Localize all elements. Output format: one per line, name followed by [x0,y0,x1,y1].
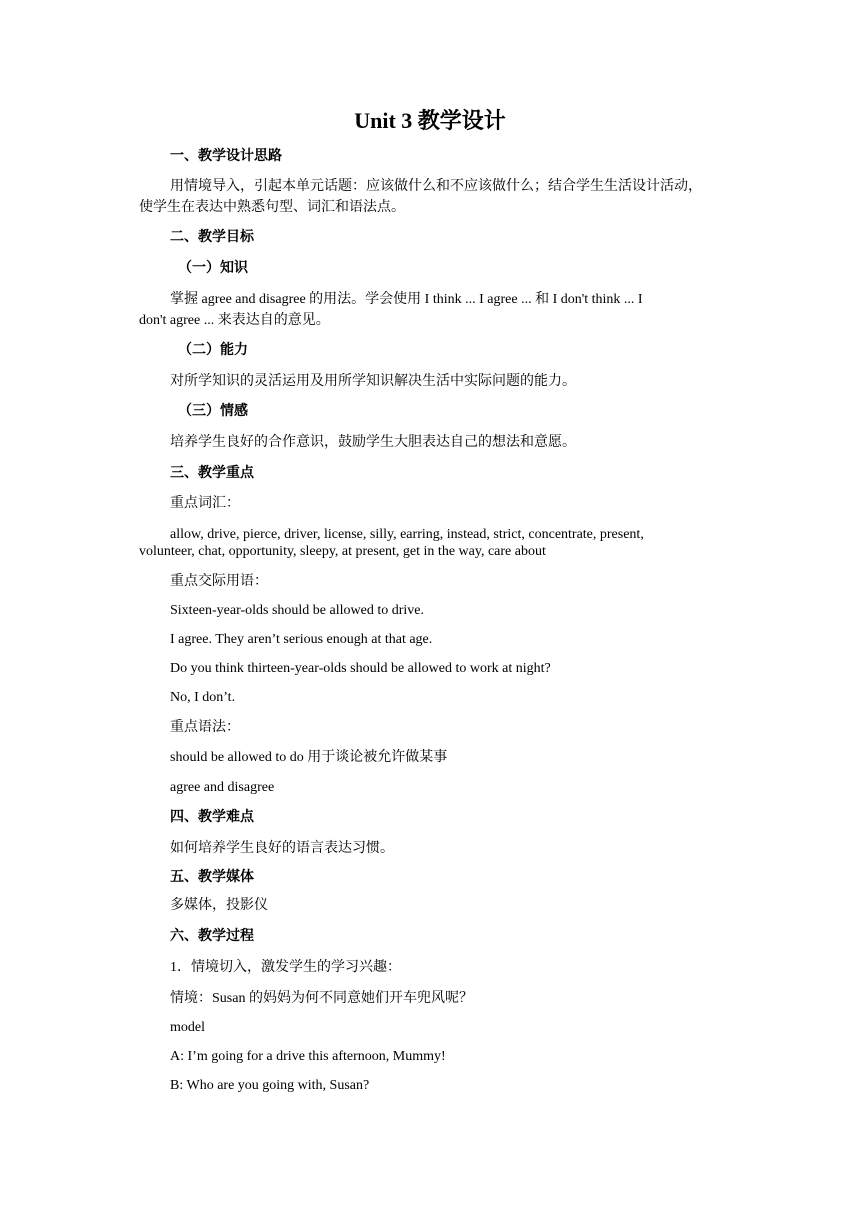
paragraph-line: 情境：Susan 的妈妈为何不同意她们开车兜风呢？ [170,991,473,1006]
section-heading: 四、教学难点 [170,810,254,825]
paragraph-line: 用情境导入，引起本单元话题：应该做什么和不应该做什么；结合学生生活设计活动， [170,179,702,194]
grammar-line: agree and disagree [170,780,275,795]
section-heading: 六、教学过程 [170,929,254,944]
label-line: 重点词汇： [170,496,240,511]
dialog-line: A: I’m going for a drive this afternoon, Mummy! [170,1049,446,1064]
phrase-line: Do you think thirteen-year-olds should be allowed to work at night? [170,661,551,676]
section-heading: 五、教学媒体 [170,870,254,885]
subsection-heading: （三）情感 [178,404,248,419]
grammar-line: should be allowed to do 用于谈论被允许做某事 [170,750,448,765]
phrase-line: I agree. They aren’t serious enough at that age. [170,632,433,647]
label-line: 重点语法： [170,720,240,735]
subsection-heading: （二）能力 [178,343,248,358]
section-heading: 二、教学目标 [170,230,254,245]
paragraph-line: 对所学知识的灵活运用及用所学知识解决生活中实际问题的能力。 [170,374,576,389]
paragraph-line: 使学生在表达中熟悉句型、词汇和语法点。 [139,200,405,215]
paragraph-line: 1．情境切入，激发学生的学习兴趣： [170,960,401,975]
paragraph-line: 掌握 agree and disagree 的用法。学会使用 I think ... I agree ... 和 I don't think ... I [170,292,643,307]
vocabulary-line: allow, drive, pierce, driver, license, silly, earring, instead, strict, concentrate, present, [170,527,644,542]
label-line: 重点交际用语： [170,574,268,589]
subsection-heading: （一）知识 [178,261,248,276]
document-title: Unit 3 教学设计 [354,108,506,133]
paragraph-line: don't agree ... 来表达自的意见。 [139,313,330,328]
section-heading: 三、教学重点 [170,466,254,481]
dialog-line: B: Who are you going with, Susan? [170,1078,370,1093]
paragraph-line: 培养学生良好的合作意识，鼓励学生大胆表达自己的想法和意愿。 [170,435,576,450]
paragraph-line: 多媒体，投影仪 [170,898,268,913]
phrase-line: Sixteen-year-olds should be allowed to drive. [170,603,424,618]
vocabulary-line: volunteer, chat, opportunity, sleepy, at present, get in the way, care about [139,544,546,559]
paragraph-line: 如何培养学生良好的语言表达习惯。 [170,841,394,856]
section-heading: 一、教学设计思路 [170,149,282,164]
paragraph-line: model [170,1020,205,1035]
phrase-line: No, I don’t. [170,690,236,705]
